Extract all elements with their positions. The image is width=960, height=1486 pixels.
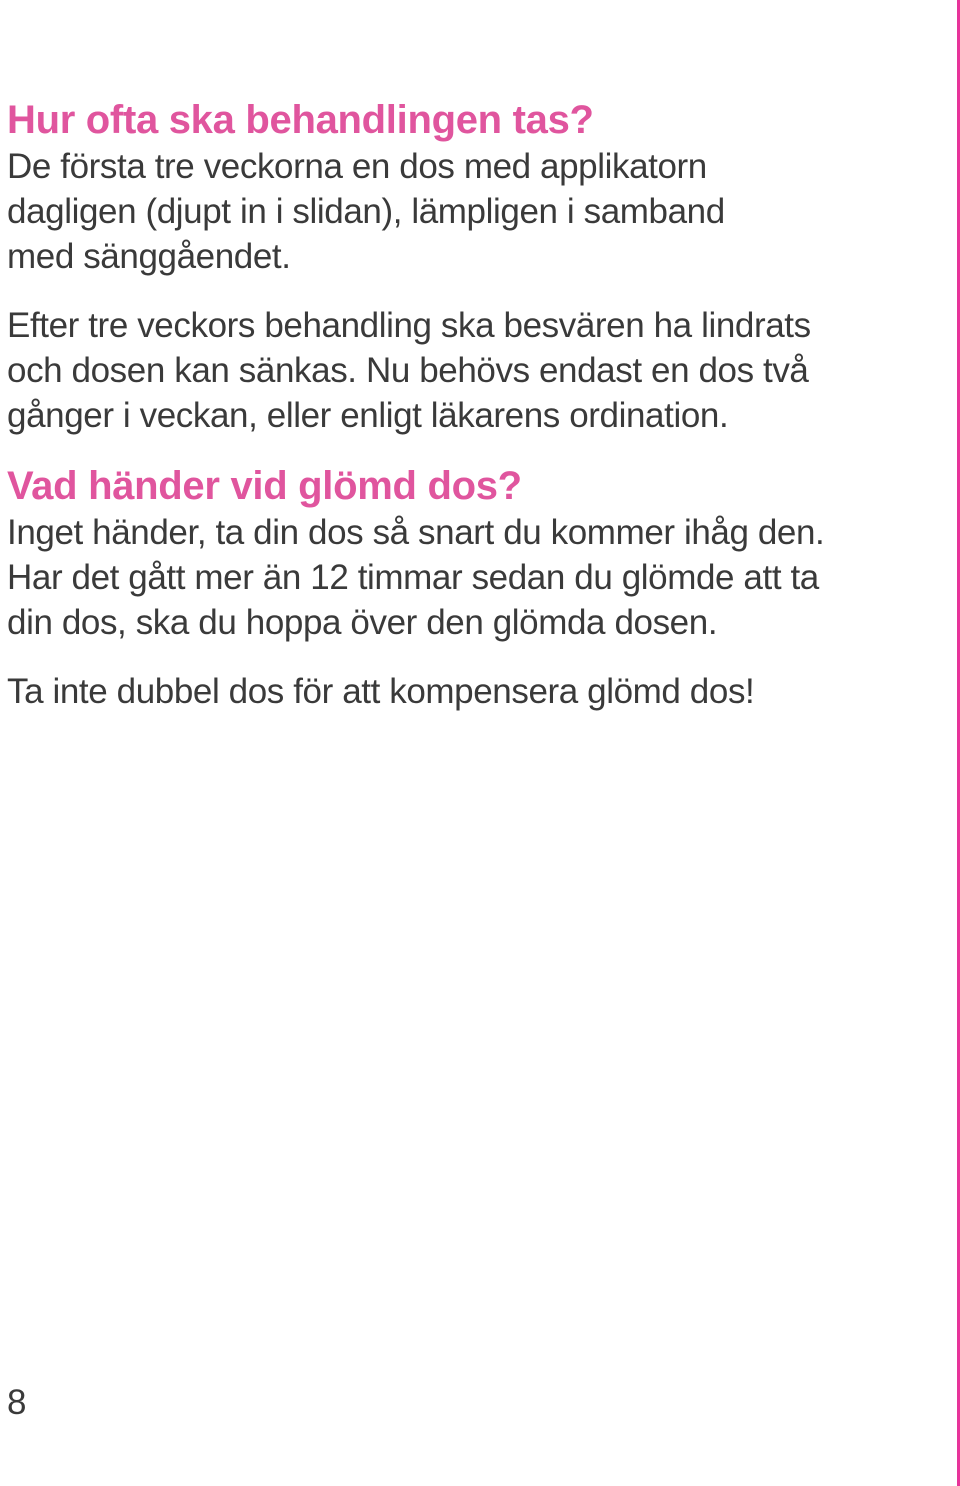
text-line: med sänggåendet. (7, 237, 291, 276)
text-line: De första tre veckorna en dos med applikatorn (7, 147, 707, 186)
section-heading-missed-dose: Vad händer vid glömd dos? (7, 464, 522, 508)
text-line: gånger i veckan, eller enligt läkarens ordination. (7, 396, 729, 435)
paragraph-frequency-initial (7, 144, 937, 279)
spacer (7, 645, 937, 669)
spacer (7, 438, 937, 462)
section-heading-frequency: Hur ofta ska behandlingen tas? (7, 98, 594, 142)
paragraph-double-dose-warning (7, 669, 937, 714)
text-line: och dosen kan sänkas. Nu behövs endast en dos två (7, 351, 809, 390)
text-line: Efter tre veckors behandling ska besvären ha lindrats (7, 306, 811, 345)
page-number: 8 (7, 1383, 27, 1422)
text-line: dagligen (djupt in i slidan), lämpligen i samband (7, 192, 725, 231)
spacer (7, 279, 937, 303)
text-line: din dos, ska du hoppa över den glömda dosen. (7, 603, 718, 642)
text-line: Har det gått mer än 12 timmar sedan du glömde att ta (7, 558, 819, 597)
paragraph-frequency-maintenance (7, 303, 937, 438)
text-line: Inget händer, ta din dos så snart du kommer ihåg den. (7, 513, 825, 552)
text-line: Ta inte dubbel dos för att kompensera glömd dos! (7, 672, 755, 711)
paragraph-missed-dose (7, 510, 937, 645)
document-content (7, 96, 937, 714)
